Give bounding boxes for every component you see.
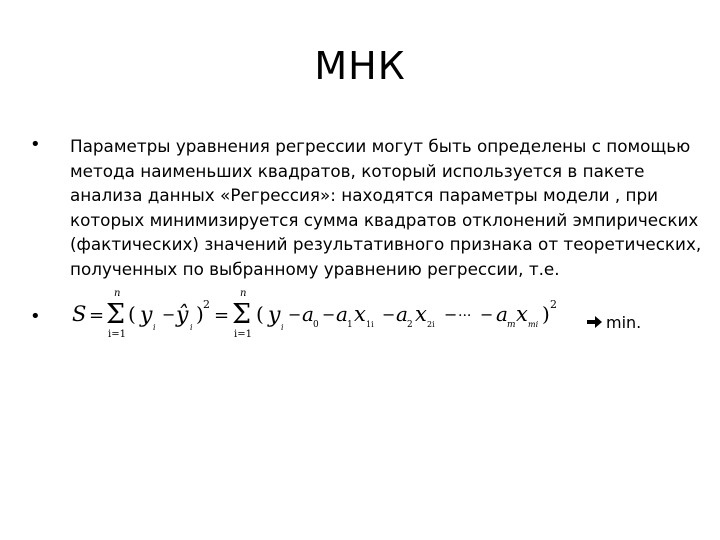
paragraph-line: полученных по выбранному уравнению регрессии, т.е. <box>70 258 560 279</box>
formula-ellipsis: ... <box>458 304 472 320</box>
sum-lower-limit: i=1 <box>234 329 252 340</box>
minus-sign: − <box>162 305 176 324</box>
formula-y: y <box>268 303 281 328</box>
paragraph-line: анализа данных «Регрессия»: находятся параметры модели , при <box>70 185 659 206</box>
formula-a2: a <box>396 302 408 326</box>
sum-upper-limit: n <box>114 288 121 299</box>
sum-lower-limit: i=1 <box>108 329 126 340</box>
result-group <box>587 311 641 333</box>
formula-equals: = <box>214 305 230 326</box>
formula-x1-sub: 1i <box>366 320 374 329</box>
formula-sub-i: i <box>190 323 193 332</box>
formula-am: a <box>496 302 508 326</box>
minus-sign: − <box>480 305 494 324</box>
formula-sub-i: i <box>153 323 156 332</box>
formula-a1-sub: 1 <box>347 320 353 330</box>
min-label: min. <box>606 312 642 332</box>
formula-xm-sub: mi <box>528 320 539 329</box>
formula-sub-i: i <box>281 323 284 332</box>
sigma-symbol: Σ <box>232 299 252 330</box>
formula-a0: a <box>302 302 314 326</box>
paren-open: ( <box>256 302 264 326</box>
formula-y: y <box>140 303 153 328</box>
bullet-marker: • <box>30 306 41 327</box>
bullet-marker: • <box>30 134 41 155</box>
paren-close: ) <box>542 302 550 326</box>
formula-equals: = <box>89 305 105 326</box>
formula-x2-sub: 2i <box>427 320 435 329</box>
formula-x1: x <box>354 302 366 326</box>
formula-power: 2 <box>203 298 210 311</box>
paragraph-line: (фактических) значений результативного признака от теоретических, <box>70 234 702 255</box>
paren-open: ( <box>128 302 136 326</box>
minus-sign: − <box>444 305 458 324</box>
paragraph-line: которых минимизируется сумма квадратов отклонений эмпирических <box>70 209 699 230</box>
paragraph-line: метода наименьших квадратов, который используется в пакете <box>70 160 645 181</box>
minus-sign: − <box>322 305 336 324</box>
minus-sign: − <box>382 305 396 324</box>
formula-xm: x <box>516 302 528 326</box>
formula-y-hat: ŷ <box>176 303 189 328</box>
formula-a0-sub: 0 <box>313 320 319 330</box>
paragraph-line: Параметры уравнения регрессии могут быть определены с помощью <box>70 136 691 156</box>
formula-power: 2 <box>550 298 557 311</box>
formula-x2: x <box>415 302 427 326</box>
formula-am-sub: m <box>507 320 516 330</box>
paren-close: ) <box>196 302 204 326</box>
least-squares-formula <box>72 280 592 346</box>
sum-upper-limit: n <box>240 288 247 299</box>
formula-s: S <box>72 302 87 326</box>
minus-sign: − <box>288 305 302 324</box>
sigma-symbol: Σ <box>106 299 126 330</box>
formula-a1: a <box>336 302 348 326</box>
formula-a2-sub: 2 <box>407 320 413 330</box>
slide-title: МНК <box>314 44 406 88</box>
bullet-paragraph <box>70 134 710 282</box>
right-arrow-icon <box>587 315 603 329</box>
